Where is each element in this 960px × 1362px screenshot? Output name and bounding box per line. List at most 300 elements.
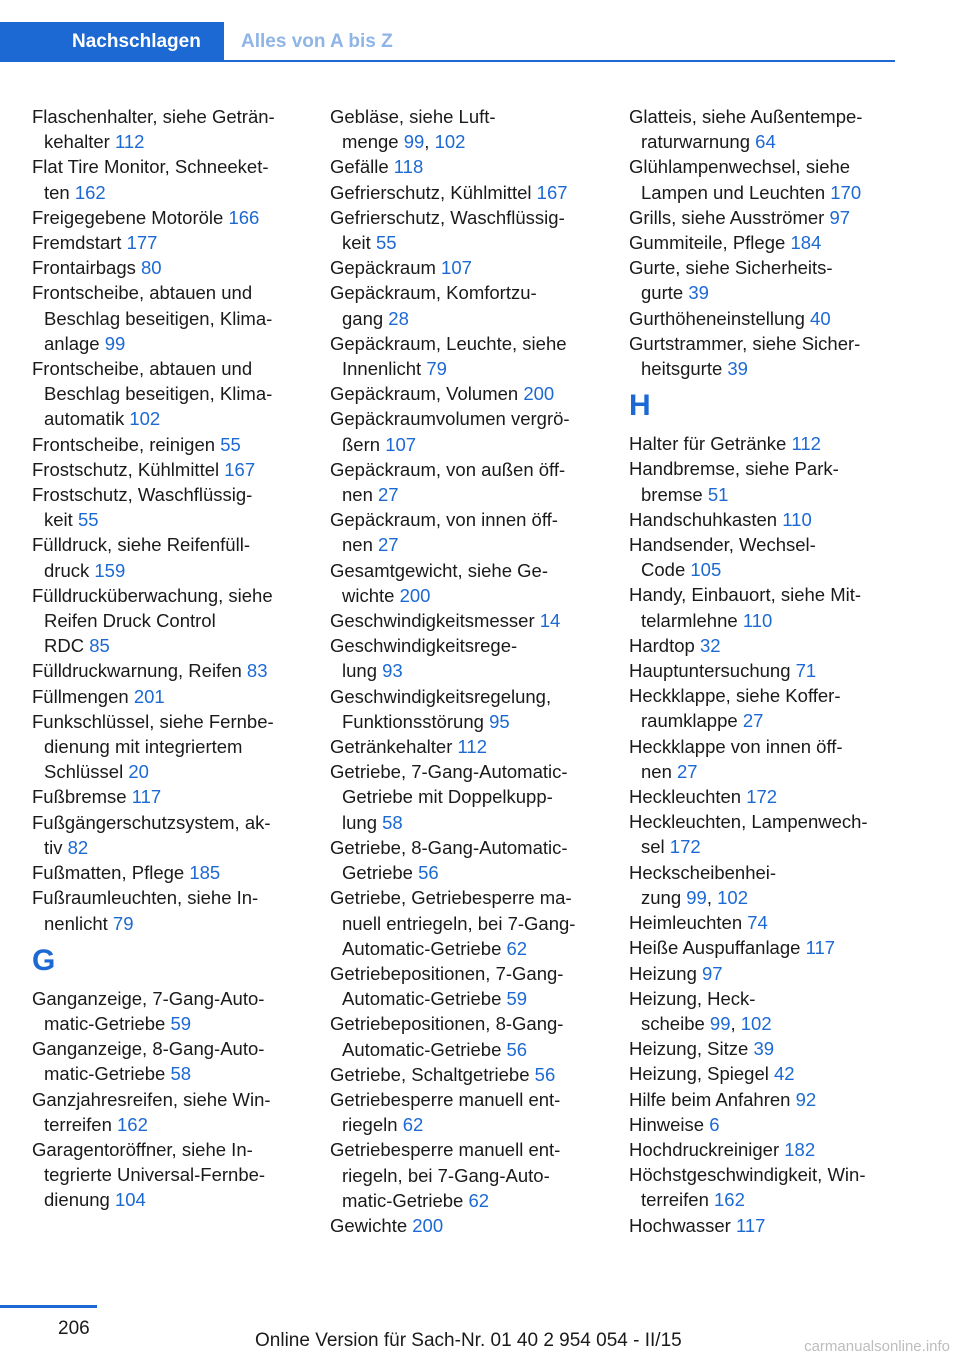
entry-text: Reifen Druck Control — [44, 610, 216, 632]
entry-text: Gurthöheneinstellung — [629, 307, 811, 329]
entry-text: Handy, Einbauort, siehe Mit- — [629, 584, 862, 606]
page-ref-link[interactable]: 62 — [506, 937, 528, 959]
index-entry — [330, 835, 594, 885]
entry-text: Hilfe beim Anfahren — [629, 1088, 796, 1110]
entry-text: Getriebe, 7-Gang-Automatic- — [330, 761, 568, 783]
index-entry: Gebläse, siehe Luft- menge 99, 102 — [330, 106, 496, 153]
page-ref-link[interactable]: 185 — [189, 862, 221, 884]
entry-text: Getriebe, Schaltgetriebe — [330, 1063, 535, 1085]
page-ref-link[interactable]: 56 — [418, 862, 439, 884]
index-entry — [629, 658, 893, 683]
entry-text: Höchstgeschwindigkeit, Win- — [629, 1164, 866, 1186]
page-ref-link[interactable]: 99 — [104, 332, 126, 354]
entry-text: matic-Getriebe — [44, 1012, 171, 1034]
footer-divider — [0, 1305, 97, 1308]
page-ref-link[interactable]: 162 — [714, 1189, 745, 1211]
index-entry — [330, 1213, 594, 1238]
page-ref-link[interactable]: 42 — [774, 1063, 795, 1085]
index-entry — [32, 205, 296, 230]
entry-text: Frontairbags — [32, 257, 141, 279]
entry-text: kehalter — [44, 131, 115, 153]
page-ref-link[interactable]: 39 — [688, 282, 709, 304]
entry-text: ßern — [342, 433, 386, 455]
entry-text: gang — [342, 307, 389, 329]
index-entry — [629, 633, 893, 658]
index-entry — [629, 1061, 893, 1086]
entry-text: nen — [342, 484, 379, 506]
page-ref-link[interactable]: 27 — [742, 710, 764, 732]
page-ref-link[interactable]: 162 — [74, 181, 106, 203]
entry-text: keit — [44, 509, 78, 531]
page-ref-link[interactable]: 102 — [717, 886, 748, 908]
index-entry — [32, 658, 296, 683]
index-entry — [32, 709, 296, 785]
page-ref-link[interactable]: 99 — [403, 131, 425, 153]
index-entry — [629, 255, 893, 305]
entry-text: Handschuhkasten — [629, 508, 783, 530]
page-ref-link[interactable]: 83 — [246, 660, 268, 682]
entry-text: Glatteis, siehe Außentempe- — [629, 106, 863, 127]
index-entry — [629, 910, 893, 935]
entry-text: Fremdstart — [32, 232, 127, 254]
page-ref-link[interactable]: 97 — [702, 962, 723, 984]
tab-nachschlagen[interactable]: Nachschlagen — [0, 22, 224, 62]
page-header — [0, 22, 895, 62]
tab-alles-von-a-bis-z[interactable]: Alles von A bis Z — [241, 31, 393, 52]
page-ref-link[interactable]: 32 — [699, 634, 721, 656]
page-ref-link[interactable]: 107 — [441, 257, 472, 279]
entry-text: Glühlampenwechsel, siehe — [629, 156, 851, 178]
page-ref-link[interactable]: 177 — [126, 232, 158, 254]
entry-text: Gurtstrammer, siehe Sicher- — [629, 332, 861, 354]
entry-text: Funktionsstörung — [342, 710, 490, 732]
entry-text: Heizung, Spiegel — [629, 1063, 775, 1085]
entry-text: Flat Tire Monitor, Schneeket- — [32, 156, 269, 178]
entry-text: Beschlag beseitigen, Klima- — [44, 307, 273, 329]
entry-text: Geschwindigkeitsmesser — [330, 610, 540, 632]
index-entry — [629, 1162, 893, 1212]
page-ref-link[interactable]: 56 — [534, 1063, 556, 1085]
page-ref-link[interactable]: 162 — [117, 1113, 148, 1135]
page-ref-link[interactable]: 118 — [393, 156, 424, 178]
page-ref-link[interactable]: 55 — [220, 433, 241, 455]
entry-text: Hochdruckreiniger — [629, 1138, 785, 1160]
entry-text: Gesamtgewicht, siehe Ge- — [330, 559, 548, 581]
index-entry — [629, 456, 893, 506]
index-entry — [32, 154, 296, 204]
index-entry — [330, 255, 594, 280]
entry-text: heitsgurte — [641, 358, 728, 380]
entry-text: Handbremse, siehe Park- — [629, 458, 839, 480]
page-ref-link[interactable]: 55 — [375, 232, 397, 254]
index-entry — [629, 961, 893, 986]
page-ref-link[interactable]: 51 — [707, 483, 729, 505]
header-divider — [224, 60, 895, 62]
index-entry — [32, 583, 296, 659]
page-ref-link[interactable]: 102 — [740, 1012, 772, 1034]
index-entry — [629, 331, 893, 381]
entry-text: Hochwasser — [629, 1214, 736, 1236]
index-entry — [330, 633, 594, 683]
index-entry — [32, 684, 296, 709]
page-ref-link[interactable]: 99 — [709, 1012, 731, 1034]
entry-text: Handsender, Wechsel- — [629, 534, 816, 556]
index-entry — [32, 457, 296, 482]
entry-text: gurte — [641, 282, 689, 304]
index-entry — [330, 684, 594, 734]
entry-text: dienung mit integriertem — [44, 736, 243, 758]
page-ref-link[interactable]: 172 — [669, 836, 701, 858]
entry-text: nen — [641, 760, 678, 782]
index-entry — [629, 1213, 893, 1238]
entry-text: raumklappe — [641, 710, 743, 732]
index-entry — [629, 1036, 893, 1061]
page-ref-link[interactable]: 166 — [228, 206, 260, 228]
section-letter: G — [32, 943, 56, 977]
page-ref-link[interactable]: 104 — [114, 1189, 146, 1211]
entry-text: wichte — [342, 584, 400, 606]
index-entry: Heizung, Heck- scheibe 99, 102 — [629, 987, 772, 1034]
entry-text: Frostschutz, Waschflüssig- — [32, 484, 253, 506]
entry-text: zung — [641, 886, 687, 908]
entry-text: Halter für Getränke — [629, 433, 792, 455]
entry-text: Hauptuntersuchung — [629, 660, 796, 682]
index-entry — [629, 507, 893, 532]
index-entry — [330, 734, 594, 759]
index-entry — [330, 608, 594, 633]
index-entry — [32, 482, 296, 532]
index-entry — [330, 280, 594, 330]
entry-text: Geschwindigkeitsregelung, — [330, 685, 552, 707]
entry-text: Gewichte — [330, 1214, 413, 1236]
page-ref-link[interactable]: 99 — [686, 886, 707, 908]
entry-text: Fülldruck, siehe Reifenfüll- — [32, 534, 250, 556]
index-entry — [629, 1112, 893, 1137]
index-entry — [330, 381, 594, 406]
index-entry — [32, 255, 296, 280]
index-entry — [32, 230, 296, 255]
entry-text: Ganzjahresreifen, siehe Win- — [32, 1088, 271, 1110]
entry-text: Getriebe, Getriebesperre ma- — [330, 887, 572, 909]
entry-text: matic-Getriebe — [342, 1189, 469, 1211]
index-entry — [330, 457, 594, 507]
index-entry — [32, 784, 296, 809]
index-entry — [330, 205, 594, 255]
entry-text: Gefrierschutz, Waschflüssig- — [330, 206, 565, 228]
page-ref-link[interactable]: 14 — [539, 610, 561, 632]
entry-text: Hinweise — [629, 1113, 710, 1135]
entry-text: Heimleuchten — [629, 912, 748, 934]
entry-text: Füllmengen — [32, 685, 134, 707]
entry-text: Flaschenhalter, siehe Geträn- — [32, 106, 275, 127]
entry-text: Heizung, Heck- — [629, 987, 756, 1009]
index-entry — [32, 885, 296, 935]
entry-text: Fußgängerschutzsystem, ak- — [32, 811, 271, 833]
page-ref-link[interactable]: 110 — [742, 609, 773, 631]
page-ref-link[interactable]: 27 — [677, 760, 698, 782]
page-ref-link[interactable]: 112 — [791, 433, 821, 455]
index-entry — [629, 205, 893, 230]
page-ref-link[interactable]: 27 — [378, 484, 399, 506]
entry-text: Heckleuchten — [629, 786, 747, 808]
page-ref-link[interactable]: 71 — [795, 660, 817, 682]
page-ref-link[interactable]: 200 — [399, 584, 431, 606]
entry-text: Fußmatten, Pflege — [32, 862, 190, 884]
page-ref-link[interactable]: 64 — [755, 131, 776, 153]
page-number: 206 — [58, 1318, 90, 1339]
entry-text: Grills, siehe Ausströmer — [629, 206, 830, 228]
entry-text: terreifen — [641, 1189, 715, 1211]
entry-text: Fülldruckwarnung, Reifen — [32, 660, 247, 682]
page-ref-link[interactable]: 58 — [382, 811, 403, 833]
index-entry — [629, 431, 893, 456]
entry-text: Code — [641, 559, 691, 581]
index-entry — [629, 306, 893, 331]
page-ref-link[interactable]: 59 — [170, 1012, 192, 1034]
entry-text: raturwarnung — [641, 131, 756, 153]
entry-text: Heckklappe von innen öff- — [629, 735, 843, 757]
index-entry — [629, 935, 893, 960]
entry-text: Getriebe, 8-Gang-Automatic- — [330, 836, 568, 858]
page-ref-link[interactable]: 117 — [131, 786, 162, 808]
index-entry — [629, 734, 893, 784]
entry-text: Automatic-Getriebe — [342, 1038, 507, 1060]
page-ref-link[interactable]: 112 — [457, 736, 488, 758]
page-ref-link[interactable]: 62 — [402, 1114, 424, 1136]
entry-text: Frontscheibe, reinigen — [32, 433, 221, 455]
entry-text: nenlicht — [44, 912, 113, 934]
entry-text: dienung — [44, 1189, 115, 1211]
page-ref-link[interactable]: 107 — [385, 433, 417, 455]
page-ref-link[interactable]: 95 — [489, 710, 510, 732]
entry-text: Gummiteile, Pflege — [629, 232, 791, 254]
index-entry — [330, 961, 594, 1011]
entry-text: Schlüssel — [44, 761, 129, 783]
index-entry — [32, 1137, 296, 1213]
entry-text: Gepäckraum, Volumen — [330, 383, 524, 405]
entry-text: Funkschlüssel, siehe Fernbe- — [32, 710, 274, 732]
entry-text: nen — [342, 534, 379, 556]
entry-text: Hardtop — [629, 634, 700, 656]
page-ref-link[interactable]: 172 — [746, 786, 778, 808]
page-ref-link[interactable]: 6 — [709, 1113, 720, 1135]
index-entry — [629, 104, 893, 154]
entry-text: Ganganzeige, 8-Gang-Auto- — [32, 1038, 265, 1060]
entry-text: Getriebepositionen, 8-Gang- — [330, 1013, 564, 1035]
index-entry — [32, 1036, 296, 1086]
entry-text: Lampen und Leuchten — [641, 181, 831, 203]
entry-text: ten — [44, 181, 75, 203]
watermark: carmanualsonline.info — [804, 1338, 950, 1355]
index-entry — [32, 1087, 296, 1137]
index-entry — [32, 280, 296, 356]
index-entry — [32, 104, 296, 154]
index-entry — [330, 759, 594, 835]
index-entry — [629, 154, 893, 204]
entry-text: Beschlag beseitigen, Klima- — [44, 383, 273, 405]
entry-text: keit — [342, 232, 376, 254]
entry-text: Gepäckraum — [330, 257, 442, 279]
entry-text: Ganganzeige, 7-Gang-Auto- — [32, 987, 265, 1009]
page-ref-link[interactable]: 58 — [170, 1063, 192, 1085]
page-ref-link[interactable]: 39 — [753, 1038, 775, 1060]
entry-text: Garagentoröffner, siehe In- — [32, 1138, 253, 1160]
index-column-1 — [32, 104, 296, 1213]
index-entry — [32, 432, 296, 457]
entry-text: RDC — [44, 635, 90, 657]
entry-text: matic-Getriebe — [44, 1063, 171, 1085]
index-column-3 — [629, 104, 893, 1238]
index-entry — [330, 406, 594, 456]
entry-text: Fußbremse — [32, 786, 132, 808]
entry-text: menge — [342, 131, 404, 153]
entry-text: Heckleuchten, Lampenwech- — [629, 811, 868, 833]
entry-text: Automatic-Getriebe — [342, 937, 507, 959]
page-ref-link[interactable]: 74 — [747, 912, 768, 934]
entry-text: Innenlicht — [342, 358, 427, 380]
entry-text: anlage — [44, 332, 105, 354]
entry-text: Getriebe mit Doppelkupp- — [342, 786, 553, 808]
entry-text: riegeln, bei 7-Gang-Auto- — [342, 1164, 550, 1186]
entry-text: riegeln — [342, 1114, 403, 1136]
entry-text: Heizung, Sitze — [629, 1038, 754, 1060]
page-ref-link[interactable]: 200 — [412, 1214, 444, 1236]
page-ref-link[interactable]: 92 — [795, 1088, 817, 1110]
entry-text: lung — [342, 811, 383, 833]
index-entry — [330, 1137, 594, 1213]
page-ref-link[interactable]: 200 — [523, 383, 555, 405]
index-entry — [32, 810, 296, 860]
entry-text: Gefrierschutz, Kühlmittel — [330, 181, 537, 203]
index-entry — [32, 860, 296, 885]
page-ref-link[interactable]: 20 — [128, 761, 149, 783]
page-ref-link[interactable]: 112 — [114, 131, 145, 153]
page-ref-link[interactable]: 85 — [89, 635, 110, 657]
entry-text: Frostschutz, Kühlmittel — [32, 458, 225, 480]
index-entry — [32, 532, 296, 582]
index-entry — [629, 1087, 893, 1112]
page-ref-link[interactable]: 59 — [506, 988, 528, 1010]
page-ref-link[interactable]: 80 — [141, 257, 162, 279]
page-ref-link[interactable]: 105 — [690, 559, 722, 581]
page-ref-link[interactable]: 167 — [536, 181, 568, 203]
entry-text: Geschwindigkeitsrege- — [330, 635, 518, 657]
entry-text: Heiße Auspuffanlage — [629, 937, 806, 959]
page-ref-link[interactable]: 110 — [782, 508, 812, 530]
index-entry — [330, 1062, 594, 1087]
index-entry — [32, 356, 296, 432]
entry-text: Frontscheibe, abtauen und — [32, 282, 253, 304]
entry-text: automatik — [44, 408, 130, 430]
page-ref-link[interactable]: 27 — [378, 534, 399, 556]
index-entry — [330, 885, 594, 961]
entry-text: Gefälle — [330, 156, 394, 178]
page-ref-link[interactable]: 28 — [388, 307, 409, 329]
page-ref-link[interactable]: 117 — [735, 1214, 766, 1236]
page-ref-link[interactable]: 79 — [426, 358, 447, 380]
index-entry — [330, 507, 594, 557]
index-entry — [330, 331, 594, 381]
online-version-note: Online Version für Sach-Nr. 01 40 2 954 054 - II/15 — [255, 1330, 682, 1351]
entry-text: Freigegebene Motoröle — [32, 206, 229, 228]
page-ref-link[interactable]: 56 — [506, 1038, 528, 1060]
entry-text: Getriebepositionen, 7-Gang- — [330, 962, 564, 984]
index-entry — [629, 532, 893, 582]
entry-text: bremse — [641, 483, 708, 505]
entry-text: Gepäckraumvolumen vergrö- — [330, 408, 570, 430]
page-ref-link[interactable]: 55 — [77, 509, 99, 531]
page-ref-link[interactable]: 97 — [829, 206, 851, 228]
page-ref-link[interactable]: 170 — [830, 181, 862, 203]
entry-text: lung — [342, 660, 383, 682]
index-entry — [629, 784, 893, 809]
index-entry — [629, 809, 893, 859]
entry-text: Getränkehalter — [330, 736, 458, 758]
page-ref-link[interactable]: 93 — [382, 660, 403, 682]
entry-text: terreifen — [44, 1113, 118, 1135]
page-ref-link[interactable]: 40 — [810, 307, 831, 329]
entry-text: Gepäckraum, Komfortzu- — [330, 282, 537, 304]
page-ref-link[interactable]: 79 — [112, 912, 134, 934]
entry-text: Heckklappe, siehe Koffer- — [629, 685, 841, 707]
index-column-2 — [330, 104, 594, 1238]
index-entry — [629, 683, 893, 733]
index-entry — [330, 558, 594, 608]
entry-text: Gebläse, siehe Luft- — [330, 106, 496, 127]
page-ref-link[interactable]: 159 — [94, 559, 126, 581]
entry-text: tegrierte Universal-Fernbe- — [44, 1164, 266, 1186]
entry-text: nuell entriegeln, bei 7-Gang- — [342, 912, 576, 934]
entry-text: Fülldrucküberwachung, siehe — [32, 584, 273, 606]
entry-text: Heizung — [629, 962, 703, 984]
entry-text: Automatic-Getriebe — [342, 988, 507, 1010]
entry-text: telarmlehne — [641, 609, 743, 631]
page-ref-link[interactable]: 102 — [434, 131, 466, 153]
index-entry — [629, 1137, 893, 1162]
entry-text: Gepäckraum, Leuchte, siehe — [330, 332, 567, 354]
page-ref-link[interactable]: 201 — [133, 685, 165, 707]
page-ref-link[interactable]: 62 — [468, 1189, 490, 1211]
entry-text: tiv — [44, 836, 68, 858]
index-entry — [629, 582, 893, 632]
page-ref-link[interactable]: 184 — [790, 232, 822, 254]
index-entry — [330, 180, 594, 205]
entry-text: Getriebe — [342, 862, 419, 884]
entry-text: Heckscheibenhei- — [629, 861, 777, 883]
entry-text: Gepäckraum, von außen öff- — [330, 458, 566, 480]
index-entry — [330, 1011, 594, 1061]
index-entry — [330, 154, 594, 179]
page-ref-link[interactable]: 117 — [805, 937, 836, 959]
page-ref-link[interactable]: 82 — [67, 836, 89, 858]
index-entry — [32, 986, 296, 1036]
page-ref-link[interactable]: 182 — [784, 1138, 816, 1160]
entry-text: Getriebesperre manuell ent- — [330, 1088, 561, 1110]
entry-text: druck — [44, 559, 95, 581]
entry-text: Gepäckraum, von innen öff- — [330, 509, 558, 531]
entry-text: scheibe — [641, 1012, 710, 1034]
entry-text: Fußraumleuchten, siehe In- — [32, 887, 259, 909]
page-ref-link[interactable]: 167 — [224, 458, 256, 480]
entry-text: sel — [641, 836, 670, 858]
index-entry: Heckscheibenhei- zung 99, 102 — [629, 861, 777, 908]
entry-text: Getriebesperre manuell ent- — [330, 1139, 561, 1161]
index-entry — [330, 1087, 594, 1137]
page-ref-link[interactable]: 102 — [129, 408, 161, 430]
entry-text: Gurte, siehe Sicherheits- — [629, 257, 833, 279]
page-ref-link[interactable]: 39 — [727, 358, 748, 380]
index-entry — [629, 230, 893, 255]
